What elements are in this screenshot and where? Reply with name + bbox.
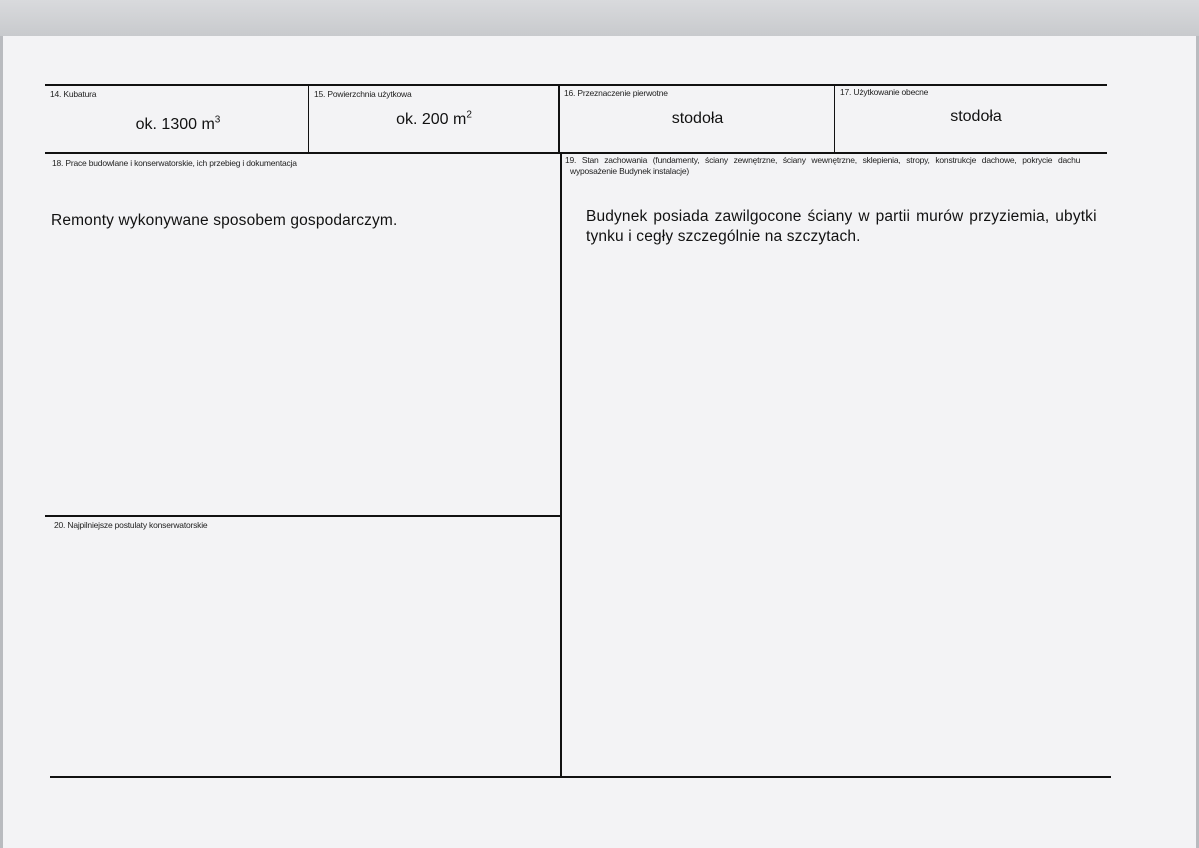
postulaty-label: 20. Najpilniejsze postulaty konserwatorskie — [54, 520, 208, 530]
rule-field20-top — [45, 515, 562, 517]
przeznaczenie-value: stodoła — [671, 110, 724, 127]
stan-value-line1: Budynek posiada zawilgocone ściany w partii murów przyziemia, ubytki — [586, 208, 1097, 225]
prace-label: 18. Prace budowlane i konserwatorskie, ich przebieg i dokumentacja — [52, 158, 297, 168]
rule-bottom — [50, 776, 1111, 778]
rule-top — [45, 84, 1107, 86]
powierzchnia-value-text: ok. 200 m — [396, 111, 467, 128]
kubatura-value — [50, 116, 306, 134]
powierzchnia-unit-exponent: 2 — [466, 109, 472, 121]
przeznaczenie-label: 16. Przeznaczenie pierwotne — [564, 88, 668, 98]
prace-value: Remonty wykonywane sposobem gospodarczym. — [51, 212, 398, 229]
stan-label-line2: wyposażenie Budynek instalacje) — [570, 166, 690, 176]
powierzchnia-value — [310, 111, 558, 129]
stan-value-line2: tynku i cegły szczególnie na szczytach. — [586, 228, 861, 245]
rule-v-15-16 — [558, 85, 560, 153]
uzytkowanie-label: 17. Użytkowanie obecne — [840, 87, 929, 97]
powierzchnia-label: 15. Powierzchnia użytkowa — [314, 89, 412, 99]
stan-value-clip — [584, 207, 1111, 251]
kubatura-unit-exponent: 3 — [214, 114, 221, 126]
rule-v-14-15 — [308, 85, 309, 153]
uzytkowanie-value: stodoła — [950, 108, 1002, 125]
rule-v-16-17 — [834, 85, 835, 153]
scan-top-edge — [0, 0, 1199, 36]
stan-label-line1: 19. Stan zachowania (fundamenty, ściany zewnętrzne, ściany wewnętrzne, sklepienia, stropy, konstrukcje dachowe, pokrycie dachu — [565, 155, 1081, 165]
kubatura-value-text: ok. 1300 m — [135, 116, 215, 133]
kubatura-label: 14. Kubatura — [50, 89, 97, 99]
rule-v-middle — [560, 153, 562, 778]
stan-label-clip — [565, 153, 1111, 177]
